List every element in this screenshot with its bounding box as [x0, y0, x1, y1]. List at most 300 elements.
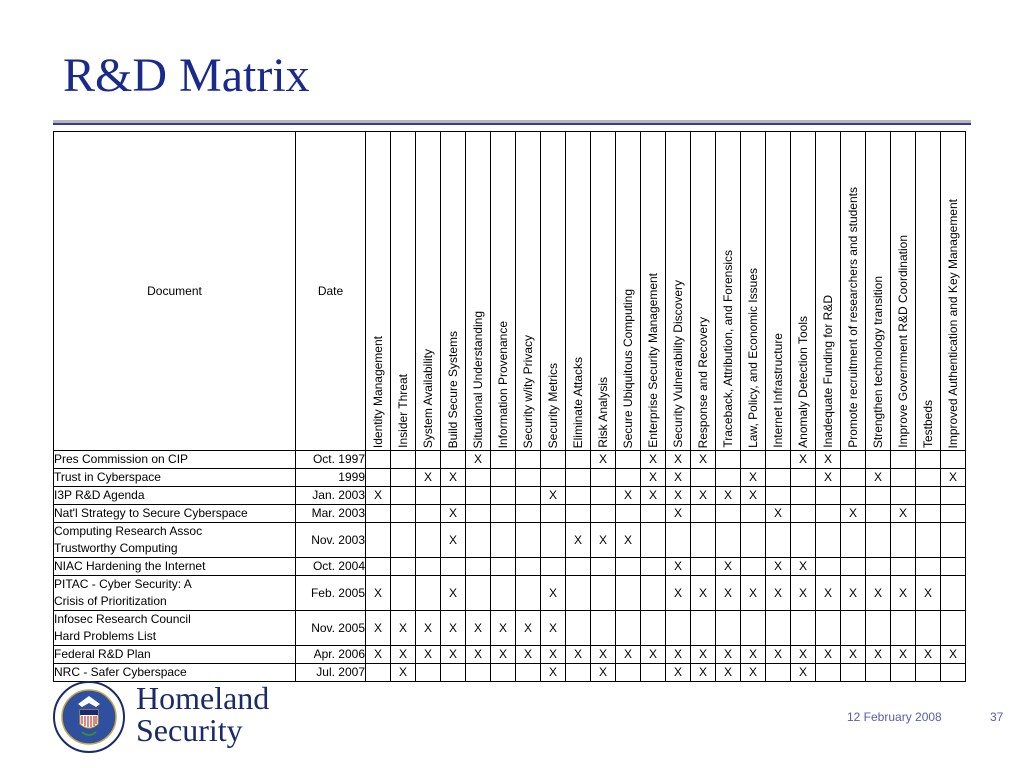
matrix-cell: X: [366, 646, 391, 664]
matrix-cell: [466, 487, 491, 505]
matrix-cell: [691, 523, 716, 558]
topic-column-label: Enterprise Security Management: [646, 273, 660, 448]
topic-column-header: [666, 132, 691, 451]
matrix-cell: X: [416, 646, 441, 664]
matrix-cell: X: [441, 611, 466, 646]
matrix-cell: X: [441, 576, 466, 611]
topic-column-label: Security Vulnerability Discovery: [671, 280, 685, 448]
topic-column-header: [941, 132, 966, 451]
matrix-cell: [866, 505, 891, 523]
matrix-cell: [941, 611, 966, 646]
document-name-line: Crisis of Prioritization: [54, 594, 167, 608]
document-cell: [54, 646, 296, 664]
date-cell: Oct. 1997: [296, 451, 366, 469]
matrix-cell: [391, 523, 416, 558]
matrix-cell: X: [791, 646, 816, 664]
matrix-cell: X: [566, 646, 591, 664]
document-name-line: Infosec Research Council: [54, 612, 191, 626]
matrix-cell: X: [391, 664, 416, 682]
matrix-cell: X: [691, 646, 716, 664]
matrix-cell: [641, 505, 666, 523]
matrix-cell: [716, 611, 741, 646]
footer-date: 12 February 2008: [847, 710, 942, 724]
matrix-cell: [791, 505, 816, 523]
matrix-cell: [841, 523, 866, 558]
matrix-cell: [941, 664, 966, 682]
topic-column-label: Inadequate Funding for R&D: [821, 295, 835, 448]
matrix-cell: [716, 523, 741, 558]
matrix-cell: X: [441, 523, 466, 558]
matrix-cell: X: [816, 451, 841, 469]
matrix-cell: X: [416, 469, 441, 487]
matrix-cell: [516, 469, 541, 487]
matrix-cell: [641, 664, 666, 682]
matrix-cell: X: [891, 505, 916, 523]
matrix-cell: X: [866, 469, 891, 487]
matrix-cell: X: [891, 646, 916, 664]
matrix-cell: [916, 664, 941, 682]
matrix-cell: [416, 487, 441, 505]
matrix-cell: [441, 451, 466, 469]
matrix-cell: X: [716, 487, 741, 505]
matrix-cell: [741, 558, 766, 576]
matrix-cell: [366, 558, 391, 576]
matrix-cell: X: [716, 646, 741, 664]
document-name-line: PITAC - Cyber Security: A: [54, 577, 192, 591]
page-number: 37: [990, 710, 1004, 724]
topic-column-header: [691, 132, 716, 451]
title-divider-blue: [53, 123, 971, 125]
matrix-cell: [891, 451, 916, 469]
document-name-line: Pres Commission on CIP: [54, 452, 189, 466]
matrix-cell: [416, 451, 441, 469]
topic-column-header: [616, 132, 641, 451]
matrix-cell: X: [591, 451, 616, 469]
matrix-cell: [816, 611, 841, 646]
matrix-cell: [841, 487, 866, 505]
table-row: [54, 576, 966, 611]
matrix-cell: X: [441, 469, 466, 487]
matrix-cell: X: [741, 664, 766, 682]
topic-column-header: [391, 132, 416, 451]
matrix-cell: X: [416, 611, 441, 646]
matrix-cell: [466, 558, 491, 576]
matrix-cell: X: [666, 487, 691, 505]
matrix-cell: [891, 558, 916, 576]
matrix-cell: X: [641, 646, 666, 664]
matrix-cell: [816, 558, 841, 576]
matrix-cell: [791, 611, 816, 646]
matrix-cell: [841, 664, 866, 682]
matrix-cell: X: [591, 664, 616, 682]
matrix-cell: X: [716, 558, 741, 576]
matrix-cell: [716, 505, 741, 523]
topic-column-header: [466, 132, 491, 451]
matrix-cell: [816, 505, 841, 523]
matrix-cell: X: [666, 505, 691, 523]
matrix-cell: [591, 576, 616, 611]
matrix-cell: [566, 505, 591, 523]
matrix-cell: X: [866, 646, 891, 664]
matrix-cell: [766, 523, 791, 558]
matrix-cell: [791, 487, 816, 505]
document-cell: [54, 664, 296, 682]
table-row: [54, 523, 966, 558]
matrix-cell: X: [766, 558, 791, 576]
topic-column-header: [916, 132, 941, 451]
matrix-cell: X: [666, 451, 691, 469]
topic-column-label: Build Secure Systems: [446, 330, 460, 448]
document-name-line: Trust in Cyberspace: [54, 470, 161, 484]
matrix-cell: [366, 523, 391, 558]
topic-column-header: [416, 132, 441, 451]
matrix-cell: [516, 451, 541, 469]
matrix-cell: [916, 505, 941, 523]
topic-column-header: [791, 132, 816, 451]
matrix-cell: X: [791, 451, 816, 469]
topic-column-label: Situational Understanding: [471, 310, 485, 448]
matrix-cell: X: [666, 664, 691, 682]
matrix-cell: [766, 469, 791, 487]
matrix-cell: X: [466, 451, 491, 469]
matrix-cell: X: [366, 611, 391, 646]
matrix-cell: [916, 558, 941, 576]
document-cell: [54, 611, 296, 646]
matrix-cell: [441, 487, 466, 505]
matrix-cell: [916, 611, 941, 646]
document-name-line: I3P R&D Agenda: [54, 488, 145, 502]
document-name-line: Computing Research Assoc: [54, 524, 203, 538]
matrix-cell: [616, 664, 641, 682]
matrix-cell: X: [591, 646, 616, 664]
matrix-cell: X: [691, 664, 716, 682]
matrix-cell: X: [666, 558, 691, 576]
matrix-cell: [566, 664, 591, 682]
matrix-cell: [541, 469, 566, 487]
matrix-cell: [941, 451, 966, 469]
matrix-cell: [816, 664, 841, 682]
matrix-cell: [816, 523, 841, 558]
matrix-cell: X: [541, 646, 566, 664]
matrix-cell: [391, 505, 416, 523]
table-row: [54, 505, 966, 523]
date-cell: Nov. 2003: [296, 523, 366, 558]
matrix-cell: [941, 487, 966, 505]
topic-column-header: [641, 132, 666, 451]
matrix-cell: [566, 451, 591, 469]
matrix-cell: [641, 523, 666, 558]
matrix-cell: [866, 451, 891, 469]
matrix-cell: [866, 558, 891, 576]
matrix-cell: [741, 505, 766, 523]
matrix-cell: X: [841, 505, 866, 523]
matrix-cell: X: [366, 576, 391, 611]
matrix-cell: X: [741, 469, 766, 487]
matrix-cell: X: [491, 646, 516, 664]
matrix-cell: [391, 469, 416, 487]
date-cell: Oct. 2004: [296, 558, 366, 576]
matrix-cell: X: [716, 664, 741, 682]
matrix-cell: [916, 451, 941, 469]
date-cell: Feb. 2005: [296, 576, 366, 611]
matrix-cell: X: [816, 576, 841, 611]
matrix-cell: [566, 611, 591, 646]
matrix-cell: X: [591, 523, 616, 558]
matrix-cell: [591, 505, 616, 523]
matrix-cell: [866, 487, 891, 505]
matrix-cell: [816, 487, 841, 505]
document-cell: [54, 576, 296, 611]
matrix-cell: X: [441, 505, 466, 523]
matrix-cell: [891, 469, 916, 487]
matrix-cell: [491, 664, 516, 682]
document-name-line: NRC - Safer Cyberspace: [54, 665, 187, 679]
table-row: [54, 487, 966, 505]
matrix-cell: X: [916, 646, 941, 664]
matrix-cell: [566, 469, 591, 487]
topic-column-header: [541, 132, 566, 451]
matrix-cell: [891, 664, 916, 682]
matrix-cell: [616, 558, 641, 576]
matrix-cell: [766, 451, 791, 469]
topic-column-header: [591, 132, 616, 451]
matrix-cell: [541, 523, 566, 558]
matrix-cell: [916, 487, 941, 505]
matrix-cell: [366, 505, 391, 523]
matrix-cell: X: [466, 611, 491, 646]
matrix-cell: X: [491, 611, 516, 646]
topic-column-label: Traceback, Attribution, and Forensics: [721, 250, 735, 448]
topic-column-header: [366, 132, 391, 451]
matrix-cell: [866, 611, 891, 646]
matrix-cell: [516, 487, 541, 505]
matrix-cell: [591, 611, 616, 646]
matrix-cell: [616, 451, 641, 469]
matrix-cell: [591, 558, 616, 576]
matrix-cell: [741, 611, 766, 646]
matrix-cell: X: [691, 451, 716, 469]
matrix-cell: [941, 523, 966, 558]
matrix-cell: [766, 611, 791, 646]
matrix-cell: [541, 558, 566, 576]
matrix-cell: X: [616, 646, 641, 664]
date-cell: Jul. 2007: [296, 664, 366, 682]
matrix-cell: X: [391, 646, 416, 664]
table-row: [54, 664, 966, 682]
matrix-cell: [591, 487, 616, 505]
matrix-cell: [491, 523, 516, 558]
document-cell: [54, 523, 296, 558]
topic-column-header: [891, 132, 916, 451]
document-name-line: Trustworthy Computing: [54, 541, 178, 555]
document-column-header: Document: [54, 132, 296, 451]
matrix-cell: X: [641, 451, 666, 469]
matrix-cell: [416, 505, 441, 523]
matrix-cell: X: [941, 469, 966, 487]
matrix-cell: [891, 611, 916, 646]
matrix-cell: [366, 451, 391, 469]
matrix-cell: X: [716, 576, 741, 611]
date-column-header: Date: [296, 132, 366, 451]
matrix-cell: X: [741, 576, 766, 611]
date-cell: Mar. 2003: [296, 505, 366, 523]
matrix-cell: X: [541, 611, 566, 646]
matrix-cell: X: [891, 576, 916, 611]
matrix-cell: [491, 505, 516, 523]
matrix-cell: [691, 611, 716, 646]
matrix-cell: [641, 558, 666, 576]
topic-column-header: [566, 132, 591, 451]
slide-title: R&D Matrix: [63, 49, 310, 102]
table-row: [54, 558, 966, 576]
homeland-security-logo: [52, 680, 322, 752]
matrix-cell: [916, 523, 941, 558]
matrix-cell: X: [541, 487, 566, 505]
matrix-cell: X: [516, 611, 541, 646]
logo-line-security: Security: [136, 712, 243, 748]
table-row: [54, 469, 966, 487]
matrix-cell: [741, 523, 766, 558]
matrix-cell: X: [841, 576, 866, 611]
matrix-cell: [441, 664, 466, 682]
logo-line-homeland: Homeland: [136, 680, 270, 716]
matrix-cell: [766, 664, 791, 682]
matrix-cell: [841, 469, 866, 487]
matrix-cell: [566, 487, 591, 505]
matrix-cell: [841, 451, 866, 469]
matrix-cell: [366, 664, 391, 682]
matrix-cell: [666, 523, 691, 558]
matrix-cell: [516, 558, 541, 576]
matrix-cell: [491, 451, 516, 469]
topic-column-header: [516, 132, 541, 451]
matrix-cell: [466, 505, 491, 523]
matrix-cell: [416, 523, 441, 558]
matrix-cell: [566, 558, 591, 576]
matrix-cell: X: [566, 523, 591, 558]
topic-column-header: [741, 132, 766, 451]
topic-column-header: [866, 132, 891, 451]
matrix-cell: [616, 469, 641, 487]
topic-column-label: Improved Authentication and Key Management: [946, 198, 960, 448]
matrix-cell: X: [766, 576, 791, 611]
dhs-seal-icon: [52, 680, 126, 754]
matrix-cell: X: [816, 469, 841, 487]
matrix-cell: [766, 487, 791, 505]
topic-column-header: [491, 132, 516, 451]
matrix-cell: X: [666, 576, 691, 611]
matrix-cell: X: [616, 487, 641, 505]
matrix-cell: [491, 558, 516, 576]
matrix-cell: [416, 558, 441, 576]
matrix-cell: [691, 558, 716, 576]
document-name-line: Hard Problems List: [54, 629, 157, 643]
topic-column-label: System Availability: [421, 348, 435, 448]
matrix-cell: [466, 523, 491, 558]
document-cell: [54, 469, 296, 487]
topic-column-label: Law, Policy, and Economic Issues: [746, 268, 760, 448]
document-name-line: Federal R&D Plan: [54, 647, 151, 661]
topic-column-label: Security w/ity Privacy: [521, 334, 535, 448]
matrix-cell: X: [791, 664, 816, 682]
matrix-cell: X: [391, 611, 416, 646]
table-row: [54, 451, 966, 469]
topic-column-label: Testbeds: [921, 399, 935, 448]
matrix-cell: [416, 664, 441, 682]
matrix-cell: [841, 611, 866, 646]
matrix-cell: X: [691, 576, 716, 611]
matrix-cell: X: [816, 646, 841, 664]
matrix-cell: X: [441, 646, 466, 664]
document-cell: [54, 451, 296, 469]
matrix-cell: [791, 469, 816, 487]
matrix-cell: X: [741, 487, 766, 505]
matrix-cell: X: [791, 558, 816, 576]
matrix-cell: [941, 558, 966, 576]
matrix-cell: [641, 576, 666, 611]
date-cell: Apr. 2006: [296, 646, 366, 664]
matrix-cell: [491, 487, 516, 505]
matrix-cell: [666, 611, 691, 646]
matrix-cell: [941, 505, 966, 523]
matrix-cell: X: [616, 523, 641, 558]
topic-column-label: Improve Government R&D Coordination: [896, 235, 910, 448]
matrix-cell: [491, 576, 516, 611]
matrix-cell: [466, 576, 491, 611]
matrix-cell: [716, 451, 741, 469]
matrix-cell: [416, 576, 441, 611]
matrix-cell: [891, 523, 916, 558]
matrix-cell: [691, 505, 716, 523]
date-cell: Jan. 2003: [296, 487, 366, 505]
table-row: [54, 646, 966, 664]
date-cell: Nov. 2005: [296, 611, 366, 646]
topic-column-header: [441, 132, 466, 451]
topic-column-label: Risk Analysis: [596, 377, 610, 448]
matrix-cell: [516, 576, 541, 611]
matrix-cell: X: [666, 469, 691, 487]
matrix-cell: [466, 664, 491, 682]
topic-column-label: Identity Management: [371, 335, 385, 448]
topic-column-header: [766, 132, 791, 451]
matrix-cell: [366, 469, 391, 487]
header-row: [54, 132, 966, 451]
topic-column-header: [716, 132, 741, 451]
matrix-cell: X: [841, 646, 866, 664]
matrix-cell: [616, 611, 641, 646]
date-cell: 1999: [296, 469, 366, 487]
matrix-cell: [841, 558, 866, 576]
matrix-cell: X: [791, 576, 816, 611]
matrix-cell: [716, 469, 741, 487]
matrix-cell: [566, 576, 591, 611]
matrix-cell: X: [366, 487, 391, 505]
matrix-cell: X: [766, 505, 791, 523]
topic-column-header: [816, 132, 841, 451]
matrix-cell: X: [641, 487, 666, 505]
matrix-cell: [591, 469, 616, 487]
table-row: [54, 611, 966, 646]
matrix-cell: [616, 505, 641, 523]
matrix-cell: [866, 523, 891, 558]
rd-matrix-table: [53, 131, 966, 682]
document-cell: [54, 505, 296, 523]
matrix-cell: X: [691, 487, 716, 505]
topic-column-label: Strengthen technology transition: [871, 275, 885, 448]
matrix-cell: X: [666, 646, 691, 664]
matrix-cell: X: [541, 576, 566, 611]
matrix-cell: X: [641, 469, 666, 487]
